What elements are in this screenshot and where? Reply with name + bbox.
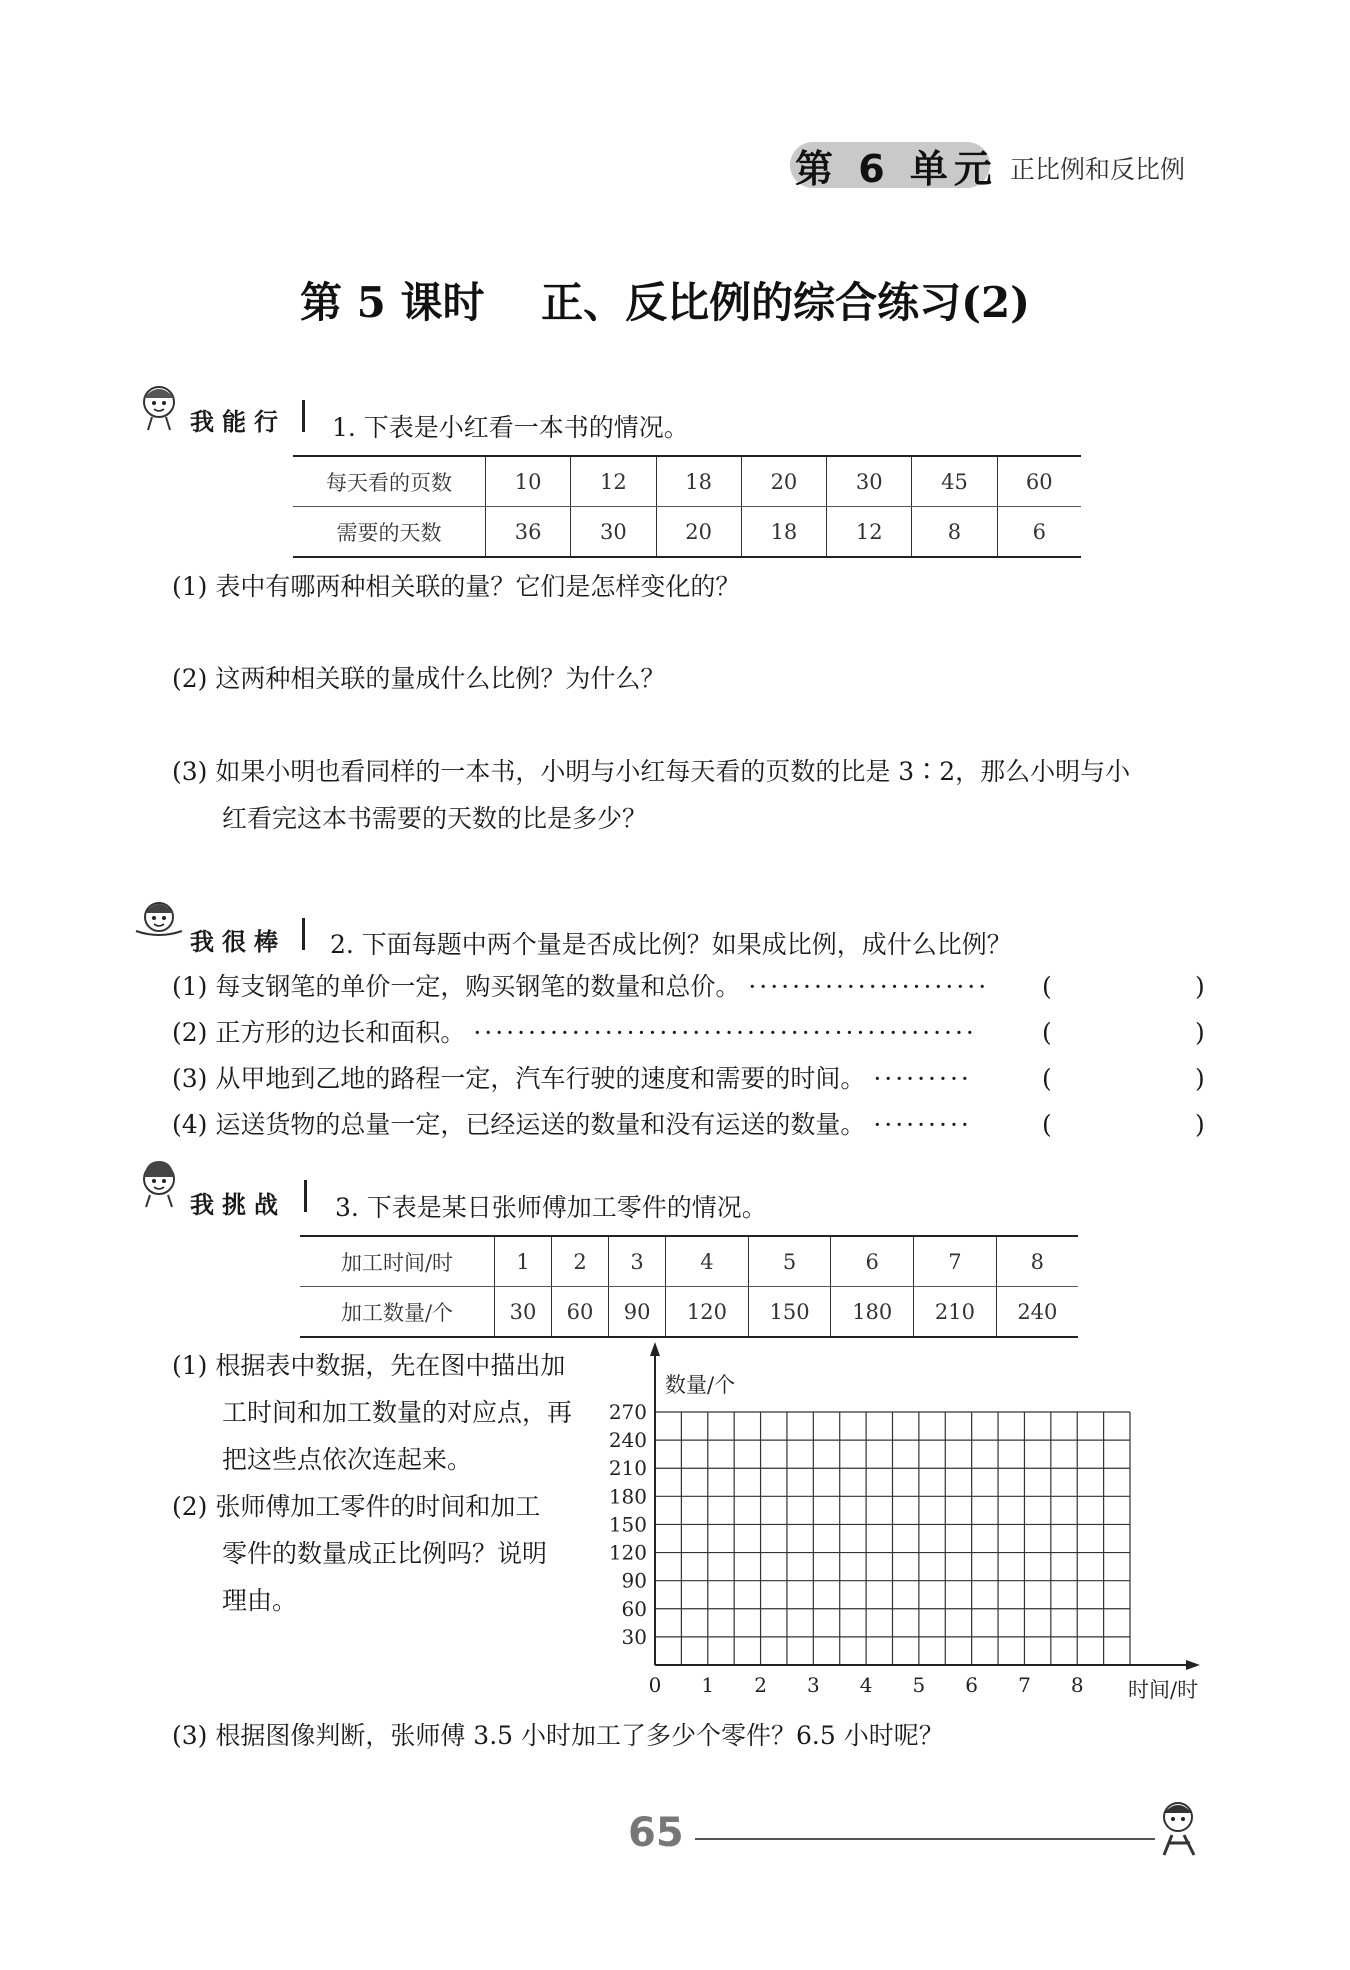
q2-item-1 — [172, 963, 989, 1010]
graph-grid — [590, 1340, 1220, 1705]
q1-sub3-line1: (3) 如果小明也看同样的一本书，小明与小红每天看的页数的比是 3∶2，那么小明与小 — [172, 757, 1131, 786]
table-row — [293, 456, 1081, 507]
x-tick-label: 2 — [754, 1673, 767, 1697]
y-tick-label: 60 — [621, 1596, 647, 1621]
section-tab-wonengxing: 我能行 — [190, 408, 286, 436]
x-tick-label: 6 — [965, 1673, 979, 1697]
x-tick-label: 3 — [806, 1673, 820, 1697]
table-cell: 120 — [666, 1287, 749, 1338]
y-tick-labels — [609, 1400, 647, 1649]
q3-sub1-line3: 把这些点依次连起来。 — [222, 1445, 473, 1474]
table-cell: 8 — [996, 1236, 1078, 1287]
table-cell: 30 — [571, 507, 656, 558]
x-tick-label: 0 — [648, 1673, 662, 1697]
table-row — [300, 1287, 1078, 1338]
x-tick-labels — [649, 1673, 1084, 1697]
y-tick-label: 180 — [608, 1484, 647, 1509]
y-tick-label: 90 — [621, 1568, 647, 1593]
section-tab-wohenbang: 我很棒 — [190, 928, 286, 956]
table-cell: 60 — [552, 1287, 609, 1338]
table-cell: 3 — [609, 1236, 666, 1287]
unit-label: 第 6 单元 — [795, 147, 998, 191]
row-label: 加工时间/时 — [300, 1236, 495, 1287]
y-tick-label: 210 — [608, 1456, 647, 1481]
lesson-title: 第 5 课时 正、反比例的综合练习(2) — [300, 278, 1031, 327]
leader-dots: ······················ — [748, 972, 990, 1001]
grid-lines — [655, 1412, 1130, 1665]
y-tick-label: 270 — [608, 1400, 647, 1424]
q2-item-text: (1) 每支钢笔的单价一定，购买钢笔的数量和总价。 — [172, 972, 741, 1001]
table-cell: 240 — [996, 1287, 1078, 1338]
table-cell: 20 — [741, 456, 826, 507]
q3-sub2-line1: (2) 张师傅加工零件的时间和加工 — [172, 1492, 541, 1521]
answer-paren-open: ( — [1042, 1110, 1052, 1139]
answer-paren-close: ) — [1195, 1018, 1205, 1047]
q2-item-4 — [172, 1101, 972, 1148]
tab-divider — [302, 400, 305, 432]
answer-paren-close: ) — [1195, 1064, 1205, 1093]
y-axis-arrow-icon — [650, 1342, 660, 1356]
table-cell: 2 — [552, 1236, 609, 1287]
table-cell: 18 — [656, 456, 741, 507]
q3-sub3: (3) 根据图像判断，张师傅 3.5 小时加工了多少个零件？6.5 小时呢？ — [172, 1721, 944, 1750]
x-tick-label: 8 — [1070, 1673, 1084, 1697]
table-cell: 4 — [666, 1236, 749, 1287]
answer-paren-close: ) — [1195, 972, 1205, 1001]
q3-sub2-line2: 零件的数量成正比例吗？说明 — [222, 1539, 548, 1568]
table-cell: 60 — [997, 456, 1081, 507]
x-axis-label: 时间/时 — [1128, 1678, 1199, 1702]
y-axis-label: 数量/个 — [665, 1373, 736, 1397]
table-cell: 30 — [495, 1287, 552, 1338]
table-cell: 5 — [748, 1236, 831, 1287]
leader-dots: ········· — [873, 1110, 972, 1139]
leader-dots: ········· — [873, 1064, 972, 1093]
table-cell: 7 — [914, 1236, 997, 1287]
answer-paren-open: ( — [1042, 1064, 1052, 1093]
table-cell: 90 — [609, 1287, 666, 1338]
x-axis-arrow-icon — [1186, 1660, 1200, 1670]
q2-item-3 — [172, 1055, 972, 1102]
section-tab-wotiaozhan: 我挑战 — [190, 1191, 286, 1219]
q2-item-text: (3) 从甲地到乙地的路程一定，汽车行驶的速度和需要的时间。 — [172, 1064, 866, 1093]
leader-dots: ·············································· — [473, 1018, 977, 1047]
table-row — [300, 1236, 1078, 1287]
x-tick-label: 5 — [912, 1673, 926, 1697]
table-row — [293, 507, 1081, 558]
row-label: 需要的天数 — [293, 507, 486, 558]
q3-sub1-line1: (1) 根据表中数据，先在图中描出加 — [172, 1351, 566, 1380]
table-cell: 18 — [741, 507, 826, 558]
q2-item-2 — [172, 1009, 977, 1056]
unit-subtitle: 正比例和反比例 — [1010, 155, 1186, 184]
q2-item-text: (4) 运送货物的总量一定，已经运送的数量和没有运送的数量。 — [172, 1110, 866, 1139]
answer-paren-open: ( — [1042, 972, 1052, 1001]
answer-paren-open: ( — [1042, 1018, 1052, 1047]
table-cell: 20 — [656, 507, 741, 558]
table-cell: 6 — [831, 1236, 914, 1287]
table-cell: 45 — [912, 456, 997, 507]
parts-table — [300, 1235, 1078, 1338]
row-label: 每天看的页数 — [293, 456, 486, 507]
table-cell: 6 — [997, 507, 1081, 558]
y-tick-label: 150 — [608, 1512, 647, 1537]
table-cell: 8 — [912, 507, 997, 558]
y-tick-label: 240 — [608, 1428, 647, 1453]
table-cell: 150 — [748, 1287, 831, 1338]
q3-sub1-line2: 工时间和加工数量的对应点，再 — [222, 1398, 573, 1427]
question-2: 2. 下面每题中两个量是否成比例？如果成比例，成什么比例？ — [330, 930, 1012, 959]
question-1: 1. 下表是小红看一本书的情况。 — [332, 413, 689, 442]
table-cell: 12 — [827, 507, 912, 558]
question-3: 3. 下表是某日张师傅加工零件的情况。 — [335, 1193, 767, 1222]
table-cell: 1 — [495, 1236, 552, 1287]
footer-mascot-icon — [1150, 1795, 1212, 1867]
q1-sub3-line2: 红看完这本书需要的天数的比是多少？ — [222, 804, 648, 833]
q1-sub1: (1) 表中有哪两种相关联的量？它们是怎样变化的？ — [172, 572, 741, 601]
tab-divider — [302, 918, 305, 950]
boy-mascot-icon — [132, 1155, 186, 1209]
page-number: 65 — [628, 1810, 684, 1856]
table-cell: 210 — [914, 1287, 997, 1338]
tab-divider — [304, 1180, 307, 1212]
answer-paren-close: ) — [1195, 1110, 1205, 1139]
row-label: 加工数量/个 — [300, 1287, 495, 1338]
table-cell: 10 — [486, 456, 571, 507]
y-tick-label: 30 — [621, 1624, 647, 1649]
x-tick-label: 7 — [1018, 1673, 1031, 1697]
q2-item-text: (2) 正方形的边长和面积。 — [172, 1018, 466, 1047]
x-tick-label: 1 — [701, 1673, 715, 1697]
table-cell: 180 — [831, 1287, 914, 1338]
q3-sub2-line3: 理由。 — [222, 1586, 298, 1615]
table-cell: 12 — [571, 456, 656, 507]
x-tick-label: 4 — [859, 1673, 873, 1697]
table-cell: 36 — [486, 507, 571, 558]
table-cell: 30 — [827, 456, 912, 507]
footer-rule — [695, 1838, 1155, 1840]
kid-mascot-icon — [132, 895, 186, 949]
q1-sub2: (2) 这两种相关联的量成什么比例？为什么？ — [172, 664, 666, 693]
reading-table — [293, 455, 1081, 558]
y-tick-label: 120 — [608, 1540, 647, 1565]
girl-mascot-icon — [132, 378, 186, 432]
